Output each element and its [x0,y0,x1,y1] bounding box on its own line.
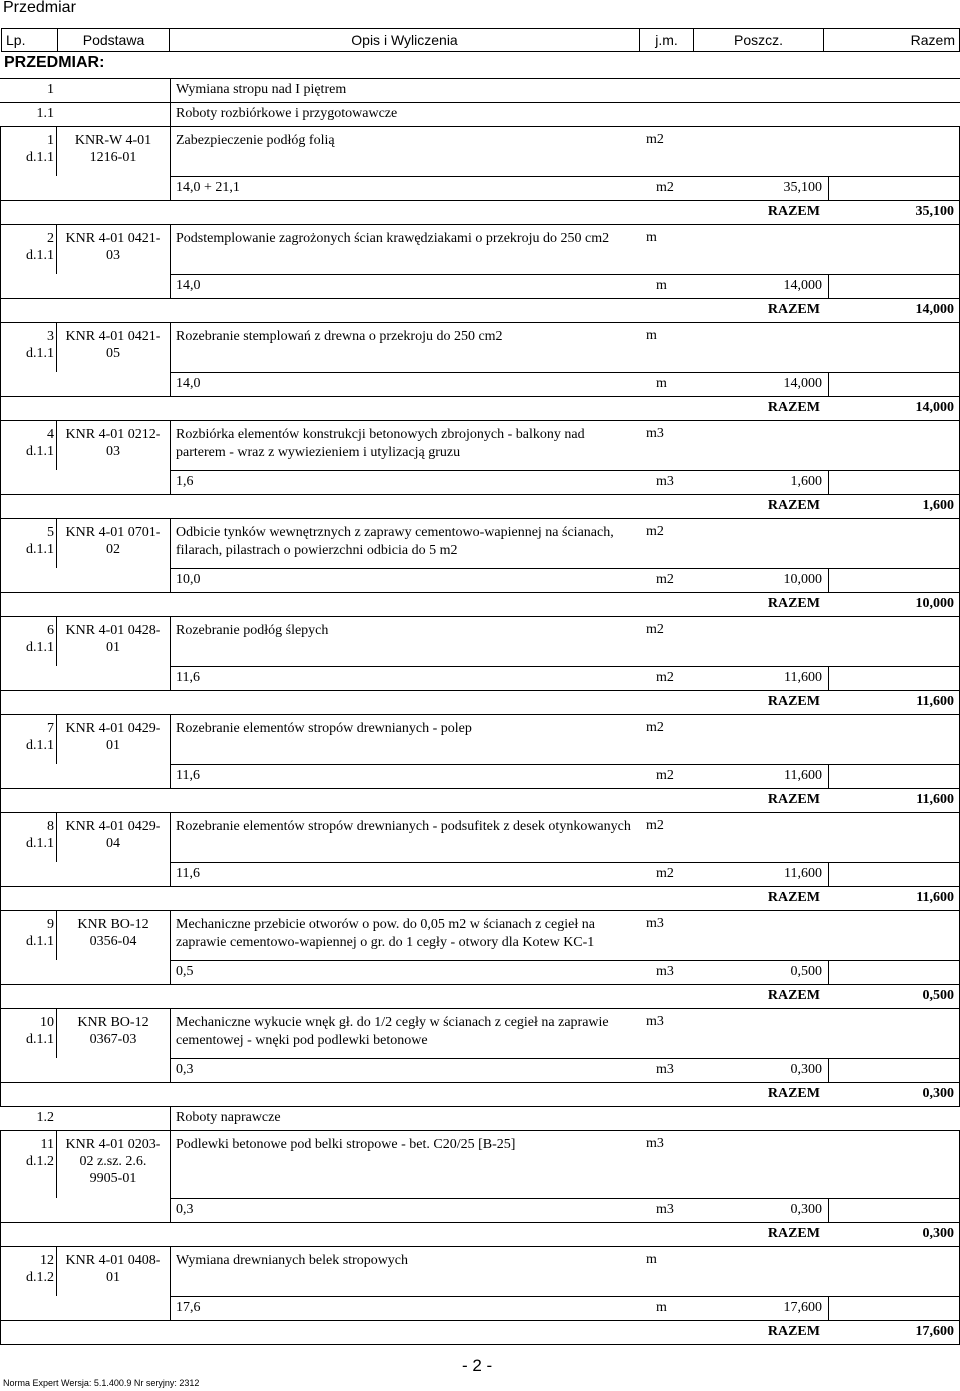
item-description: Mechaniczne przebicie otworów o pow. do 0,05 m2 w ścianach z cegieł na zaprawie cementowo-wapiennej o gr. do 1 cegły - otwory dla Kotew KC-1 [176,917,595,950]
grid-hline [170,372,960,373]
item-poszcz: 1,600 [790,474,822,489]
grid-vline [56,224,57,274]
item-calc-unit: m3 [656,964,674,979]
item-razem-value: 11,600 [916,694,954,709]
grid-hline [0,200,960,201]
item-calc: 11,6 [176,768,200,783]
item-razem-label: RAZEM [767,694,820,709]
item-poszcz: 11,600 [784,670,822,685]
grid-hline [0,616,960,617]
grid-hline [0,298,960,299]
grid-hline [170,862,960,863]
grid-vline [170,78,171,102]
header-razem: Razem [824,29,960,52]
grid-hline [0,984,960,985]
grid-vline [828,666,829,690]
grid-vline [0,1246,1,1344]
header-podstawa: Podstawa [58,29,170,52]
item-razem-value: 0,500 [922,988,954,1003]
grid-hline [0,788,960,789]
item-poszcz: 0,500 [790,964,822,979]
item-razem-value: 14,000 [915,400,954,415]
item-unit: m3 [646,916,664,931]
grid-vline [170,102,171,126]
grid-hline [170,666,960,667]
item-calc: 17,6 [176,1300,201,1315]
grid-vline [0,518,1,616]
item-calc-unit: m2 [656,866,674,881]
item-razem-value: 1,600 [922,498,954,513]
grid-vline [0,126,1,224]
item-basis: KNR BO-12 0367-03 [77,1015,149,1047]
item-basis: KNR 4-01 0428- 01 [65,623,161,655]
page-number: - 2 - [462,1356,493,1375]
item-basis: KNR 4-01 0421- 03 [65,231,161,263]
item-calc: 11,6 [176,670,200,685]
grid-vline [0,812,1,910]
grid-hline [0,592,960,593]
grid-hline [0,322,960,323]
item-razem-value: 10,000 [915,596,954,611]
item-calc: 0,3 [176,1062,194,1077]
grid-hline [0,1344,960,1345]
grid-vline [828,1296,829,1320]
subsection-row-num: 1.1 [36,106,54,121]
item-basis: KNR BO-12 0356-04 [77,917,149,949]
grid-vline [170,518,171,592]
item-calc: 0,5 [176,964,194,979]
item-description: Mechaniczne wykucie wnęk gł. do 1/2 cegły w ścianach z cegieł na zaprawie cementowej - wnęki pod podlewki betonowe [176,1015,609,1048]
item-unit: m3 [646,1136,664,1151]
item-lp: 5 [47,525,54,540]
grid-hline [0,102,960,103]
grid-hline [170,764,960,765]
item-unit: m [646,230,657,245]
header-opis: Opis i Wyliczenia [170,29,640,52]
item-unit: m [646,1252,657,1267]
grid-hline [170,960,960,961]
item-basis: KNR 4-01 0701- 02 [65,525,161,557]
item-row [0,714,960,812]
item-unit: m2 [646,720,664,735]
grid-hline [0,126,960,127]
item-lp-subsection: d.1.1 [26,248,54,263]
column-header [1,28,960,52]
item-razem-label: RAZEM [767,498,820,513]
grid-vline [828,274,829,298]
item-lp-subsection: d.1.1 [26,738,54,753]
grid-hline [0,1130,960,1131]
item-lp-subsection: d.1.1 [26,1032,54,1047]
grid-hline [0,1320,960,1321]
section-label: PRZEDMIAR: [4,54,105,71]
item-calc-unit: m2 [656,670,674,685]
grid-vline [170,1106,171,1130]
item-calc: 1,6 [176,474,194,489]
grid-hline [170,1058,960,1059]
item-razem-label: RAZEM [767,890,820,905]
grid-hline [0,690,960,691]
item-lp: 6 [47,623,54,638]
item-description: Wymiana drewnianych belek stropowych [176,1253,409,1268]
item-calc-unit: m3 [656,474,674,489]
item-lp: 10 [40,1015,54,1030]
item-razem-value: 0,300 [922,1226,954,1241]
item-calc: 14,0 + 21,1 [176,180,240,195]
grid-hline [170,176,960,177]
grid-hline [0,910,960,911]
item-poszcz: 0,300 [790,1062,822,1077]
grid-vline [828,1058,829,1082]
item-razem-label: RAZEM [767,1086,820,1101]
chapter-row-title: Wymiana stropu nad I piętrem [176,82,347,97]
grid-vline [170,812,171,886]
item-lp: 12 [40,1253,54,1268]
grid-vline [828,470,829,494]
item-description: Podstemplowanie zagrożonych ścian krawędziakami o przekroju do 250 cm2 [176,231,610,246]
item-calc: 11,6 [176,866,200,881]
chapter-row-num: 1 [47,82,54,97]
header-jm: j.m. [640,29,694,52]
grid-hline [0,518,960,519]
grid-hline [0,1222,960,1223]
grid-vline [170,910,171,984]
header-lp: Lp. [2,29,58,52]
grid-vline [0,322,1,420]
grid-vline [170,224,171,298]
grid-hline [0,420,960,421]
grid-vline [170,616,171,690]
grid-vline [0,1130,1,1246]
item-description: Odbicie tynków wewnętrznych z zaprawy cementowo-wapiennej na ścianach, filarach, pilastrach o powierzchni odbicia do 5 m2 [176,525,614,558]
item-basis: KNR 4-01 0421- 05 [65,329,161,361]
grid-vline [170,126,171,200]
grid-hline [170,1198,960,1199]
grid-vline [828,568,829,592]
item-calc-unit: m [656,278,667,293]
grid-hline [0,812,960,813]
item-basis: KNR 4-01 0429- 04 [65,819,161,851]
grid-vline [56,812,57,862]
item-row [0,1008,960,1106]
grid-hline [0,396,960,397]
item-basis: KNR 4-01 0429- 01 [65,721,161,753]
item-unit: m2 [646,132,664,147]
item-description: Rozebranie stemplowań z drewna o przekroju do 250 cm2 [176,329,503,344]
item-calc-unit: m3 [656,1062,674,1077]
item-lp-subsection: d.1.1 [26,542,54,557]
item-description: Rozbiórka elementów konstrukcji betonowych zbrojonych - balkony nad parterem - wraz z wywiezieniem i utylizacją gruzu [176,427,585,460]
grid-vline [170,420,171,494]
grid-hline [0,494,960,495]
chapter-row [0,78,960,102]
grid-vline [0,910,1,1008]
item-description: Rozebranie elementów stropów drewnianych - podsufitek z desek otynkowanych [176,819,631,834]
item-calc-unit: m [656,376,667,391]
grid-vline [828,764,829,788]
item-razem-value: 14,000 [915,302,954,317]
item-lp-subsection: d.1.1 [26,346,54,361]
grid-vline [0,1008,1,1106]
grid-vline [56,126,57,176]
item-lp: 8 [47,819,54,834]
grid-vline [170,322,171,396]
item-razem-value: 17,600 [915,1324,954,1339]
item-razem-label: RAZEM [767,1324,820,1339]
item-description: Zabezpieczenie podłóg folią [176,133,335,148]
item-calc: 14,0 [176,278,201,293]
subsection-row-title: Roboty naprawcze [176,1110,281,1125]
item-calc: 0,3 [176,1202,194,1217]
item-razem-label: RAZEM [767,204,820,219]
grid-vline [828,176,829,200]
item-basis: KNR-W 4-01 1216-01 [74,133,152,165]
item-razem-label: RAZEM [767,1226,820,1241]
item-poszcz: 14,000 [783,278,822,293]
grid-hline [170,568,960,569]
item-lp: 2 [47,231,54,246]
item-razem-value: 35,100 [915,204,954,219]
item-lp-subsection: d.1.2 [26,1154,54,1169]
item-razem-label: RAZEM [767,400,820,415]
subsection-row [0,102,960,126]
item-row [0,420,960,518]
item-lp-subsection: d.1.1 [26,836,54,851]
item-calc-unit: m2 [656,180,674,195]
item-calc-unit: m [656,1300,667,1315]
grid-hline [0,1008,960,1009]
grid-hline [0,1246,960,1247]
item-description: Podlewki betonowe pod belki stropowe - bet. C20/25 [B-25] [176,1137,516,1152]
item-row [0,322,960,420]
item-calc-unit: m2 [656,768,674,783]
software-info: Norma Expert Wersja: 5.1.400.9 Nr seryjny: 2312 [3,1378,200,1388]
item-row [0,1130,960,1246]
item-unit: m2 [646,622,664,637]
grid-hline [170,274,960,275]
grid-vline [0,714,1,812]
item-row [0,224,960,322]
grid-hline [0,1106,960,1107]
item-poszcz: 11,600 [784,768,822,783]
item-calc-unit: m2 [656,572,674,587]
grid-vline [170,1008,171,1082]
subsection-row [0,1106,960,1130]
grid-vline [828,372,829,396]
item-basis: KNR 4-01 0203- 02 z.sz. 2.6. 9905-01 [65,1137,161,1186]
grid-hline [0,714,960,715]
grid-vline [170,714,171,788]
grid-hline [170,470,960,471]
item-row [0,616,960,714]
item-lp-subsection: d.1.1 [26,150,54,165]
grid-hline [170,1296,960,1297]
grid-vline [828,960,829,984]
item-razem-value: 11,600 [916,890,954,905]
item-lp-subsection: d.1.1 [26,934,54,949]
item-row [0,812,960,910]
grid-vline [56,910,57,960]
grid-vline [170,1246,171,1320]
item-row [0,126,960,224]
item-description: Rozebranie podłóg ślepych [176,623,329,638]
item-lp: 9 [47,917,54,932]
item-lp: 7 [47,721,54,736]
grid-hline [0,1082,960,1083]
item-unit: m3 [646,426,664,441]
item-razem-label: RAZEM [767,792,820,807]
item-razem-value: 11,600 [916,792,954,807]
grid-vline [56,1008,57,1058]
item-poszcz: 10,000 [783,572,822,587]
item-unit: m2 [646,524,664,539]
item-lp: 4 [47,427,54,442]
item-razem-label: RAZEM [767,988,820,1003]
grid-hline [0,78,960,79]
item-lp-subsection: d.1.1 [26,640,54,655]
grid-vline [56,518,57,568]
grid-vline [56,1246,57,1296]
item-poszcz: 0,300 [790,1202,822,1217]
grid-hline [0,224,960,225]
item-lp-subsection: d.1.1 [26,444,54,459]
item-calc: 10,0 [176,572,201,587]
item-razem-value: 0,300 [922,1086,954,1101]
item-unit: m3 [646,1014,664,1029]
item-lp: 1 [47,133,54,148]
grid-vline [828,862,829,886]
item-poszcz: 14,000 [783,376,822,391]
item-description: Rozebranie elementów stropów drewnianych - polep [176,721,472,736]
item-unit: m2 [646,818,664,833]
subsection-row-num: 1.2 [36,1110,54,1125]
grid-vline [170,1130,171,1222]
item-lp: 11 [40,1137,54,1152]
item-calc: 14,0 [176,376,201,391]
item-row [0,518,960,616]
item-calc-unit: m3 [656,1202,674,1217]
item-row [0,910,960,1008]
przedmiar-body [0,78,960,1345]
item-basis: KNR 4-01 0408- 01 [65,1253,161,1285]
grid-hline [0,886,960,887]
grid-vline [56,1130,57,1198]
item-razem-label: RAZEM [767,302,820,317]
header-poszcz: Poszcz. [694,29,824,52]
grid-vline [56,322,57,372]
item-poszcz: 11,600 [784,866,822,881]
grid-vline [828,1198,829,1222]
item-lp: 3 [47,329,54,344]
item-basis: KNR 4-01 0212- 03 [65,427,161,459]
item-poszcz: 17,600 [783,1300,822,1315]
item-row [0,1246,960,1344]
item-unit: m [646,328,657,343]
item-razem-label: RAZEM [767,596,820,611]
window-title: Przedmiar [3,0,76,16]
subsection-row-title: Roboty rozbiórkowe i przygotowawcze [176,106,398,121]
item-poszcz: 35,100 [783,180,822,195]
grid-vline [0,420,1,518]
grid-vline [0,224,1,322]
item-lp-subsection: d.1.2 [26,1270,54,1285]
grid-vline [0,616,1,714]
grid-vline [56,616,57,666]
grid-vline [56,420,57,470]
grid-vline [56,714,57,764]
